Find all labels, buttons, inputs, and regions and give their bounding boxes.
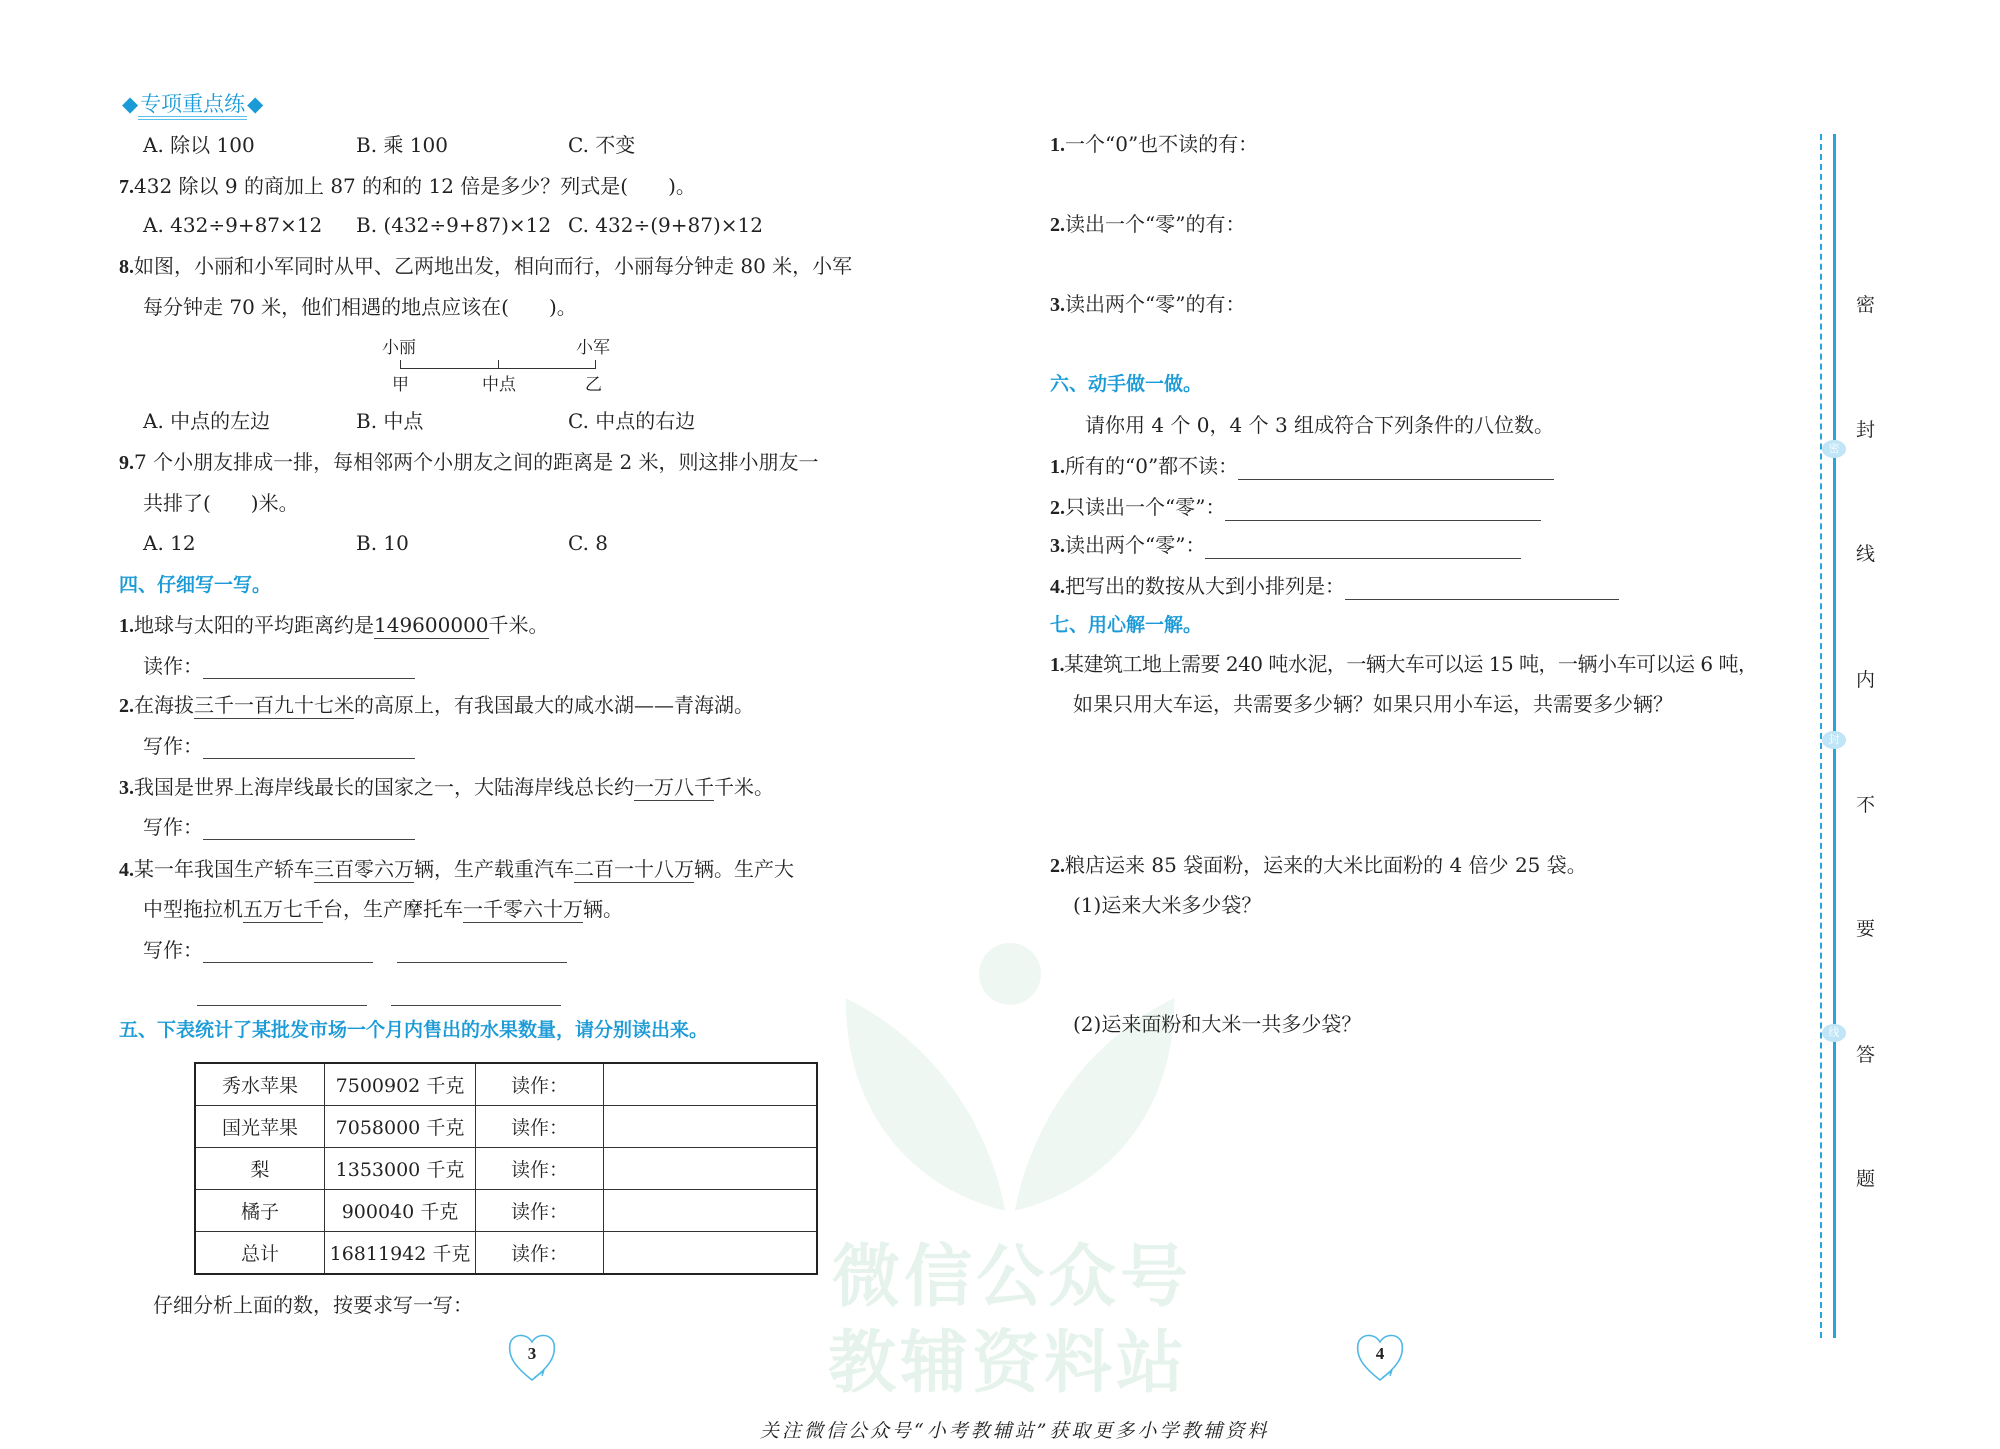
q7-option-a: A. 432÷9+87×12	[143, 213, 323, 237]
binding-char: 题	[1856, 1168, 1876, 1190]
answer-blank[interactable]	[203, 658, 415, 679]
binding-circle: 密	[1822, 440, 1846, 458]
question-7: 7.432 除以 9 的商加上 87 的和的 12 倍是多少？列式是( )。	[119, 174, 696, 198]
watermark-line1: 微信公众号	[832, 1238, 1193, 1317]
binding-char: 不	[1856, 794, 1876, 816]
read-label: 读作：	[476, 1106, 604, 1148]
binding-circle: 封	[1822, 731, 1846, 749]
section-5-note: 仔细分析上面的数，按要求写一写：	[153, 1293, 473, 1317]
watermark-line2: 教辅资料站	[828, 1324, 1189, 1403]
s4-question-1: 1.地球与太阳的平均距离约是149600000千米。	[119, 613, 549, 637]
diagram-tick-mid	[498, 360, 499, 369]
binding-char: 封	[1856, 419, 1876, 441]
answer-cell[interactable]	[604, 1190, 818, 1232]
answer-blank[interactable]	[1205, 538, 1521, 559]
s7-question-1: 1.某建筑工地上需要 240 吨水泥，一辆大车可以运 15 吨，一辆小车可以运 6 吨，	[1050, 652, 1758, 676]
q9-option-a: A. 12	[143, 531, 196, 555]
s4-question-2: 2.在海拔三千一百九十七米的高原上，有我国最大的咸水湖——青海湖。	[119, 693, 754, 717]
question-9: 9.7 个小朋友排成一排，每相邻两个小朋友之间的距离是 2 米，则这排小朋友一	[119, 450, 819, 474]
answer-blank[interactable]	[197, 985, 367, 1006]
q6-option-c: C. 不变	[568, 133, 636, 157]
table-row	[195, 1063, 817, 1106]
question-9-cont: 共排了( )米。	[143, 491, 299, 515]
s6-item-4: 4.把写出的数按从大到小排列是：	[1050, 573, 1619, 600]
s7-question-2: 2.粮店运来 85 袋面粉，运来的大米比面粉的 4 倍少 25 袋。	[1050, 853, 1587, 877]
s6-item-2: 2.只读出一个“零”：	[1050, 494, 1541, 521]
fruit-name: 秀水苹果	[195, 1063, 325, 1106]
q8-option-a: A. 中点的左边	[143, 409, 271, 433]
fruit-sales-table	[194, 1062, 818, 1275]
diagram-tick-right	[595, 360, 596, 369]
diagram-yi: 乙	[585, 375, 602, 395]
answer-cell[interactable]	[604, 1063, 818, 1106]
fruit-amount: 900040 千克	[325, 1190, 476, 1232]
section-7-title: 七、用心解一解。	[1050, 614, 1203, 636]
question-8-cont: 每分钟走 70 米，他们相遇的地点应该在( )。	[143, 295, 577, 319]
fruit-amount: 16811942 千克	[325, 1232, 476, 1275]
answer-blank[interactable]	[203, 819, 415, 840]
r-question-2: 2.读出一个“零”的有：	[1050, 212, 1246, 236]
s4-question-3: 3.我国是世界上海岸线最长的国家之一，大陆海岸线总长约一万八千千米。	[119, 775, 774, 799]
s6-item-1: 1.所有的“0”都不读：	[1050, 453, 1554, 480]
answer-cell[interactable]	[604, 1106, 818, 1148]
page-number-4: 4	[1352, 1330, 1408, 1386]
fruit-name: 总计	[195, 1232, 325, 1275]
binding-circle: 线	[1822, 1024, 1846, 1042]
answer-blank[interactable]	[391, 985, 561, 1006]
s7-q2-sub2: (2)运来面粉和大米一共多少袋？	[1073, 1012, 1362, 1036]
s4-q1-answer: 读作：	[143, 653, 415, 679]
s7-question-1-cont: 如果只用大车运，共需要多少辆？如果只用小车运，共需要多少辆？	[1073, 692, 1673, 716]
table-row	[195, 1148, 817, 1190]
binding-char: 内	[1856, 669, 1876, 691]
diagram-midpoint: 中点	[482, 375, 516, 395]
section-4-title: 四、仔细写一写。	[119, 574, 272, 596]
diagram-xiaojun: 小军	[576, 338, 610, 358]
s4-q2-answer: 写作：	[143, 733, 415, 759]
r-question-1: 1.一个“0”也不读的有：	[1050, 132, 1259, 156]
answer-cell[interactable]	[604, 1148, 818, 1190]
table-row	[195, 1232, 817, 1275]
table-row	[195, 1190, 817, 1232]
q7-option-c: C. 432÷(9+87)×12	[568, 213, 763, 237]
answer-blank[interactable]	[203, 942, 373, 963]
r-question-3: 3.读出两个“零”的有：	[1050, 292, 1246, 316]
answer-blank[interactable]	[397, 942, 567, 963]
question-8: 8.如图，小丽和小军同时从甲、乙两地出发，相向而行，小丽每分钟走 80 米，小军	[119, 254, 853, 278]
q6-option-a: A. 除以 100	[143, 133, 255, 157]
watermark-logo-icon	[830, 940, 1190, 1230]
read-label: 读作：	[476, 1232, 604, 1275]
s4-q3-answer: 写作：	[143, 814, 415, 840]
page-number-3: 3	[504, 1330, 560, 1386]
binding-char: 密	[1856, 294, 1876, 316]
binding-char: 线	[1856, 543, 1876, 565]
fruit-amount: 1353000 千克	[325, 1148, 476, 1190]
footer-note: 关注微信公众号“小考教辅站”获取更多小学教辅资料	[760, 1420, 1270, 1442]
read-label: 读作：	[476, 1190, 604, 1232]
answer-blank[interactable]	[203, 738, 415, 759]
section-badge: ◆专项重点练◆	[122, 88, 263, 118]
s4-q4-answer-row2	[197, 980, 561, 1006]
section-6-intro: 请你用 4 个 0，4 个 3 组成符合下列条件的八位数。	[1085, 413, 1555, 437]
q6-option-b: B. 乘 100	[356, 133, 448, 157]
read-label: 读作：	[476, 1063, 604, 1106]
q8-option-b: B. 中点	[356, 409, 424, 433]
fruit-name: 国光苹果	[195, 1106, 325, 1148]
answer-blank[interactable]	[1345, 579, 1619, 600]
fruit-amount: 7058000 千克	[325, 1106, 476, 1148]
s4-question-4-cont: 中型拖拉机五万七千台，生产摩托车一千零六十万辆。	[143, 897, 623, 921]
table-row	[195, 1106, 817, 1148]
fruit-amount: 7500902 千克	[325, 1063, 476, 1106]
diagram-tick-left	[400, 360, 401, 369]
fruit-name: 橘子	[195, 1190, 325, 1232]
diagram-xiaoli: 小丽	[382, 338, 416, 358]
s6-item-3: 3.读出两个“零”：	[1050, 532, 1521, 559]
answer-cell[interactable]	[604, 1232, 818, 1275]
answer-blank[interactable]	[1225, 500, 1541, 521]
answer-blank[interactable]	[1238, 459, 1554, 480]
q7-option-b: B. (432÷9+87)×12	[356, 213, 552, 237]
s7-q2-sub1: (1)运来大米多少袋？	[1073, 893, 1262, 917]
q9-option-b: B. 10	[356, 531, 409, 555]
section-6-title: 六、动手做一做。	[1050, 373, 1203, 395]
diagram-jia: 甲	[392, 375, 409, 395]
s4-q4-answer: 写作：	[143, 937, 567, 963]
read-label: 读作：	[476, 1148, 604, 1190]
q9-option-c: C. 8	[568, 531, 609, 555]
binding-char: 要	[1856, 918, 1876, 940]
binding-char: 答	[1856, 1044, 1876, 1066]
s4-question-4: 4.某一年我国生产轿车三百零六万辆，生产载重汽车二百一十八万辆。生产大	[119, 857, 794, 881]
q8-option-c: C. 中点的右边	[568, 409, 696, 433]
fruit-name: 梨	[195, 1148, 325, 1190]
section-5-title: 五、下表统计了某批发市场一个月内售出的水果数量，请分别读出来。	[119, 1019, 709, 1041]
